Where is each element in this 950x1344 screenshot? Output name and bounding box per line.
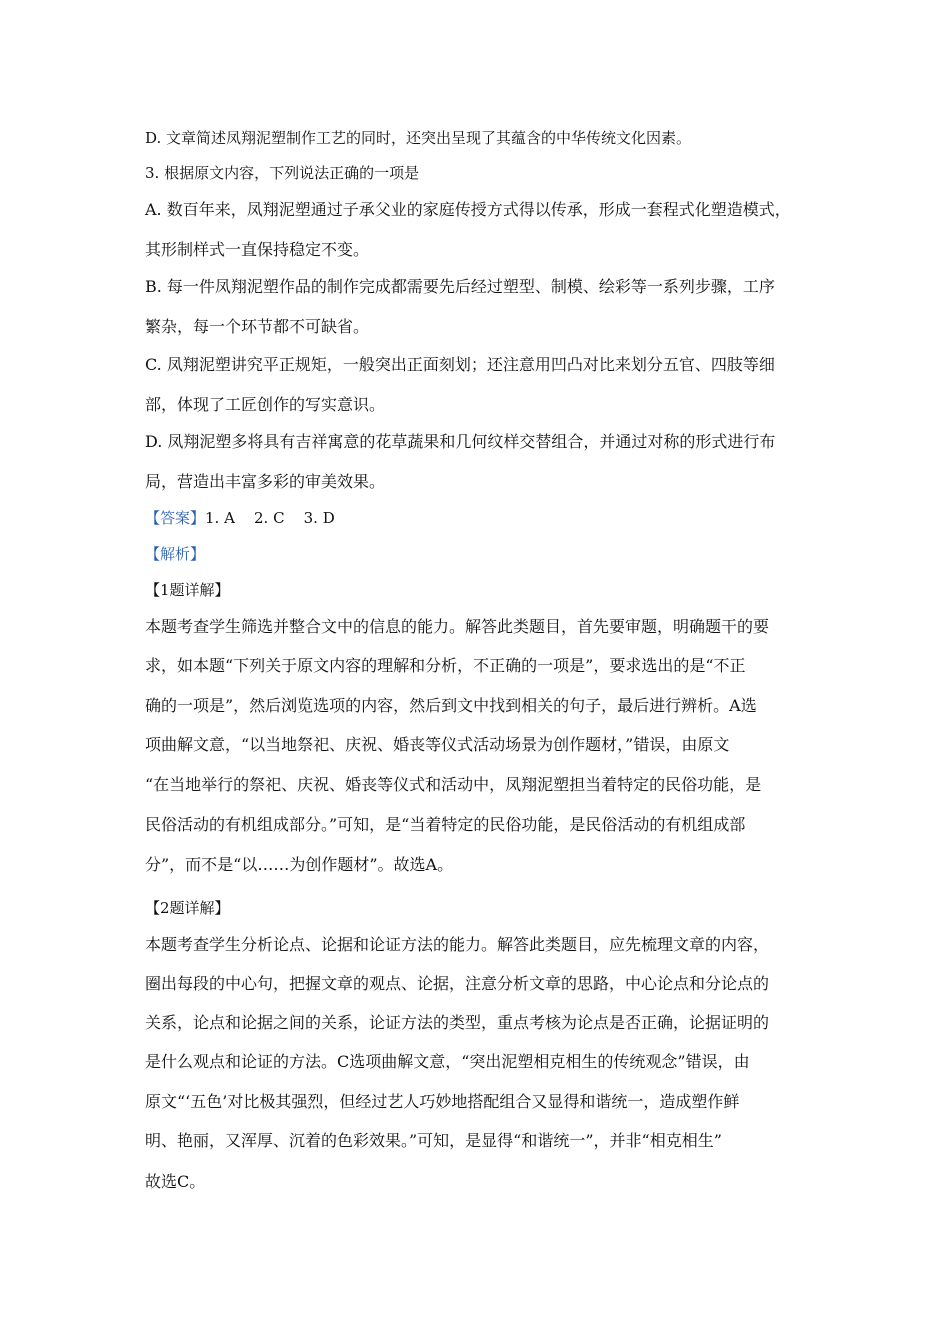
detail-2-line-4: 是什么观点和论证的方法。C选项曲解文意，“突出泥塑相克相生的传统观念”错误，由 xyxy=(145,1052,750,1071)
analysis-label: 【解析】 xyxy=(145,545,206,563)
option-b-line-2: 繁杂，每一个环节都不可缺省。 xyxy=(145,317,370,336)
detail-2-line-7: 故选C。 xyxy=(145,1172,206,1191)
answer-line xyxy=(145,508,810,528)
detail-1-line-5: “在当地举行的祭祀、庆祝、婚丧等仪式和活动中，凤翔泥塑担当着特定的民俗功能，是 xyxy=(145,775,762,794)
detail-1-line-6: 民俗活动的有机组成部分。”可知，是“当着特定的民俗功能，是民俗活动的有机组成部 xyxy=(145,815,746,834)
option-d-q2: D. 文章简述凤翔泥塑制作工艺的同时，还突出呈现了其蕴含的中华传统文化因素。 xyxy=(145,129,692,147)
option-c-line-2: 部，体现了工匠创作的写实意识。 xyxy=(145,395,386,414)
option-d-line-1: D. 凤翔泥塑多将具有吉祥寓意的花草蔬果和几何纹样交替组合，并通过对称的形式进行布 xyxy=(145,432,776,451)
detail-2-line-5: 原文“‘五色’对比极其强烈，但经过艺人巧妙地搭配组合又显得和谐统一，造成塑作鲜 xyxy=(145,1092,740,1111)
option-c-line-1: C. 凤翔泥塑讲究平正规矩，一般突出正面刻划；还注意用凹凸对比来划分五官、四肢等细 xyxy=(145,355,775,374)
option-b-line-1: B. 每一件凤翔泥塑作品的制作完成都需要先后经过塑型、制模、绘彩等一系列步骤，工序 xyxy=(145,277,775,296)
detail-1-line-4: 项曲解文意，“以当地祭祀、庆祝、婚丧等仪式活动场景为创作题材，”错误，由原文 xyxy=(145,735,730,754)
option-a-line-2: 其形制样式一直保持稳定不变。 xyxy=(145,240,370,259)
detail-1-line-7: 分”，而不是“以……为创作题材”。故选A。 xyxy=(145,855,454,874)
detail-1-label: 【1题详解】 xyxy=(145,581,230,599)
question-3-stem: 3. 根据原文内容，下列说法正确的一项是 xyxy=(145,164,420,182)
detail-1-line-2: 求，如本题“下列关于原文内容的理解和分析，不正确的一项是”，要求选出的是“不正 xyxy=(145,656,746,675)
detail-2-line-2: 圈出每段的中心句，把握文章的观点、论据，注意分析文章的思路，中心论点和分论点的 xyxy=(145,974,770,993)
answer-label: 【答案】 xyxy=(145,509,206,527)
answer-text: 1. A 2. C 3. D xyxy=(205,509,335,527)
detail-2-label: 【2题详解】 xyxy=(145,899,230,917)
detail-2-line-6: 明、艳丽，又浑厚、沉着的色彩效果。”可知，是显得“和谐统一”，并非“相克相生” xyxy=(145,1131,722,1150)
detail-2-line-1: 本题考查学生分析论点、论据和论证方法的能力。解答此类题目，应先梳理文章的内容， xyxy=(145,935,770,954)
option-d-line-2: 局，营造出丰富多彩的审美效果。 xyxy=(145,472,386,491)
detail-1-line-3: 确的一项是”，然后浏览选项的内容，然后到文中找到相关的句子，最后进行辨析。A选 xyxy=(145,696,757,715)
detail-2-line-3: 关系，论点和论据之间的关系，论证方法的类型，重点考核为论点是否正确，论据证明的 xyxy=(145,1013,770,1032)
detail-1-line-1: 本题考查学生筛选并整合文中的信息的能力。解答此类题目，首先要审题，明确题干的要 xyxy=(145,617,770,636)
option-a-line-1: A. 数百年来，凤翔泥塑通过子承父业的家庭传授方式得以传承，形成一套程式化塑造模式， xyxy=(145,200,791,219)
